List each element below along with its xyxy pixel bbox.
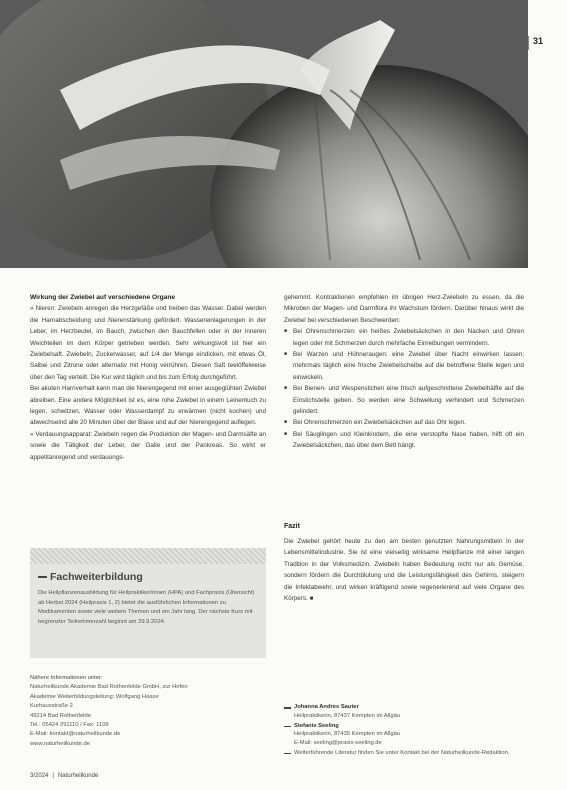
info-line: Naturheilkunde Akademie Bad Rothenfelde GmbH, zur Hofen — [30, 684, 188, 691]
paragraph: gehemmt. Kontraktionen empfehlen im übrigen Herz-Zwiebeln zu essen, da die Mikroben der Magen- und Darmflora ihr Wachstum fördern. Darüber hinaus wirkt die Zwiebel bei verschiedenen Beschwerden: — [284, 294, 524, 324]
box-text: Die Heilpflanzenausbildung für Heilpraktiker/innen (HPA) und Fachpraxis (Übersicht) ab Herbst 2024 (Heilpraxis 1, 2) bietet die ausführlichen Informationen zu Medikamenten sowie viele weitere Themen und ein Jahr lang. Der nächste Kurs mit begrenzter Teilnehmerzahl beginnt am 29.9.2024. — [38, 590, 255, 625]
article-column-left — [30, 292, 266, 463]
onion-photo — [0, 0, 528, 268]
fazit-text: Die Zwiebel gehört heute zu den am besten genutzten Nahrungsmitteln in der Lebensmittelindustrie. Sie ist eine vielseitig wirksame Heilpflanze mit einer langen Tradition in der Volksmedizin. Zwiebeln haben Bedeutung nicht nur als Gemüse, sondern fördern die Durchblutung und die Leistungsfähigkeit des Gehirns, steigern die Infektabwehr, und wirken kräftigend sowie regenerierend auf viele Organe des Körpers. — [284, 538, 524, 603]
info-box — [30, 548, 266, 658]
fazit-column — [284, 536, 524, 605]
author-detail: Heilpraktikerin, 87437 Kempten im Allgäu — [294, 712, 401, 719]
article-column-right — [284, 292, 524, 452]
info-line: Kurhausstraße 2 — [30, 703, 73, 710]
list-item: ■ Bei Ohrenschmerzen: ein heißes Zwiebelsäckchen in den Nacken und Ohren legen oder mit Schmerzen durch mehrfache Einreibungen vermindern. — [284, 326, 524, 349]
info-line: www.naturheilkunde.de — [30, 740, 90, 747]
box-header-band — [30, 548, 266, 564]
author-entry — [284, 703, 524, 721]
end-mark: ■ — [309, 596, 314, 603]
box-title: Fachweiterbildung — [50, 571, 143, 583]
paragraph: » Verdauungsapparat: Zwiebeln regen die Produktion der Magen- und Darmsäfte an sowie die Tätigkeit der Leber, der Galle und der Pankreas. So wirkt er appetitanregend und verdauungs- — [30, 430, 266, 461]
literature-detail: Weiterführende Literatur finden Sie unter Kontakt bei der Naturheilkunde-Redaktion. — [294, 749, 510, 756]
author-name: Johanna Andres Sauter — [294, 704, 359, 710]
paragraph: Bei akuten Harnverhalt kann man die Nierengegend mit einer ausgeglühten Zwiebel abreiben. Eine andere Möglichkeit ist es, eine rohe Zwiebel in einem Leinentuch zu legen, schwitzen, Wasser oder Wasserdampf zu erwärmen (nicht kochen) und abwechselnd alle 20 Minuten über der Blase und auf der Nierengegend auflegen. — [30, 385, 266, 427]
author-detail: Heilpraktikerin, 87435 Kempten im Allgäu — [294, 731, 401, 738]
author-entry — [284, 722, 524, 748]
author-detail: E-Mail: seeling@praxis-seeling.de — [294, 740, 382, 747]
list-item: ■ Bei Warzen und Hühneraugen: eine Zwiebel über Nacht einwirken lassen; mehrmals täglich eine frische Zwiebelscheibe auf die betroffene Stelle legen und einwickeln. — [284, 349, 524, 383]
author-name: Stefanie Seeling — [294, 722, 339, 729]
list-item: ■ Bei Bienen- und Wespenstichen eine frisch aufgeschnittene Zwiebelhälfte auf die Einstichstelle geben. So werden eine Schwellung verhindert und Schmerzen gelindert. — [284, 383, 524, 417]
page-number: 31 — [528, 36, 553, 50]
fazit-heading: Fazit — [284, 523, 300, 530]
info-line: Tel.: 05424 291110 / Fax: 1109 — [30, 722, 109, 729]
dash-icon — [38, 576, 47, 578]
issue-label: 3/2024 — [30, 773, 49, 779]
info-line: Akademie Weiterbildungsleitung: Wolfgang Haase — [30, 693, 159, 700]
box-title-row — [38, 571, 143, 583]
paragraph: » Nieren: Zwiebeln anregen die Herzgefäße und treiben das Wasser. Dabei werden die Harnabscheidung und Nierenstärkung gefördert. Wassereinlagerungen in der Leber, im Herzbeutel, im Bauch, zwischen den Bauchfellen oder in der inneren Weichteilen im dem Körper getrieben werden. Sehr wirkungsvoll ist hier ein Zwiebelsaft. Zwiebeln, Zuckerwasser, auf 1/4 der Menge eindicken, mit etwas Öl, Salbei und Zitrone oder alternativ mit Honig verrühren. Diesen Saft teelöffelweise über den Tag verteilt. Die Kur wird täglich und bis zum Erfolg durchgeführt. — [30, 305, 266, 381]
info-line: E-Mail: kontakt@naturheilkunde.de — [30, 731, 121, 738]
page-footer: 3/2024 | Naturheilkunde — [30, 773, 99, 779]
list-item: ■ Bei Ohrenschmerzen ein Zwiebelsäckchen auf das Ohr legen. — [284, 417, 524, 428]
author-contacts — [284, 703, 524, 759]
remedy-list — [284, 326, 524, 451]
section-label: Naturheilkunde — [57, 773, 99, 779]
info-heading: Nähere Informationen unter: — [30, 675, 103, 681]
info-line: 49214 Bad Rothenfelde — [30, 712, 91, 719]
article-heading: Wirkung der Zwiebel auf verschiedene Organe — [30, 294, 176, 301]
literature-note — [284, 749, 524, 758]
list-item: ■ Bei Säuglingen und Kleinkindern, die eine verstopfte Nase haben, hilft oft ein Zwiebelsäckchen, das über dem Bett hängt. — [284, 429, 524, 452]
contact-info — [30, 674, 266, 749]
